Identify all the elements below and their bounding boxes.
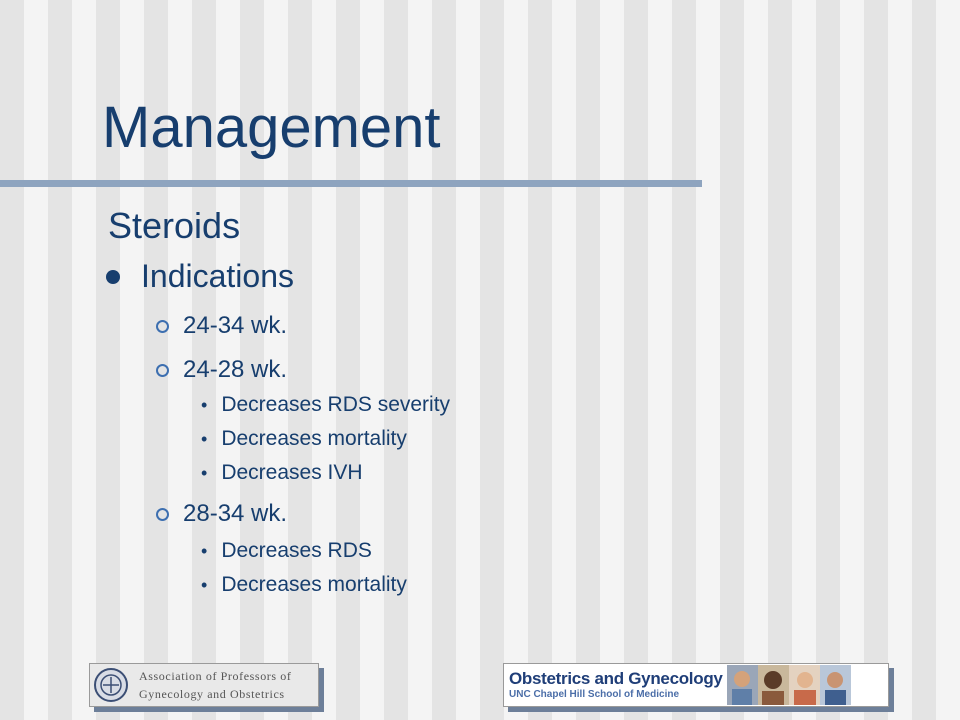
filled-bullet-icon (106, 270, 120, 284)
detail-item (201, 573, 407, 597)
bullet-indications (106, 258, 294, 295)
unc-obgyn-logo (503, 663, 889, 707)
detail-text: Decreases IVH (221, 461, 363, 484)
dot-bullet-icon: • (201, 394, 208, 415)
logo-right-line2: UNC Chapel Hill School of Medicine (509, 689, 680, 700)
logo-right-line1: Obstetrics and Gynecology (509, 669, 723, 688)
logo-left-line2: Gynecology and Obstetrics (139, 687, 285, 701)
bullet-text: Indications (141, 258, 294, 294)
dot-bullet-icon: • (201, 540, 208, 561)
sub-bullet-28-34 (156, 500, 287, 528)
title-underline (0, 180, 702, 187)
ring-bullet-icon (156, 320, 169, 333)
detail-text: Decreases mortality (221, 573, 407, 596)
slide-title: Management (102, 95, 441, 160)
sub-bullet-24-34 (156, 312, 287, 340)
sub-bullet-text: 28-34 wk. (183, 500, 288, 527)
photo-strip (727, 665, 851, 705)
portrait-photo-icon (789, 665, 820, 705)
detail-item (201, 427, 407, 451)
sub-bullet-text: 24-34 wk. (183, 312, 288, 339)
section-heading: Steroids (108, 205, 241, 246)
ring-bullet-icon (156, 508, 169, 521)
dot-bullet-icon: • (201, 574, 208, 595)
dot-bullet-icon: • (201, 428, 208, 449)
portrait-photo-icon (820, 665, 851, 705)
logo-left-line1: Association of Professors of (139, 669, 292, 683)
sub-bullet-24-28 (156, 356, 287, 384)
portrait-photo-icon (727, 665, 758, 705)
apgo-logo (89, 663, 319, 707)
detail-item (201, 393, 450, 417)
dot-bullet-icon: • (201, 462, 208, 483)
detail-item (201, 461, 363, 485)
detail-item (201, 539, 372, 563)
detail-text: Decreases mortality (221, 427, 407, 450)
sub-bullet-text: 24-28 wk. (183, 356, 288, 383)
detail-text: Decreases RDS (221, 539, 372, 562)
detail-text: Decreases RDS severity (221, 393, 451, 416)
seal-icon (93, 667, 129, 703)
ring-bullet-icon (156, 364, 169, 377)
portrait-photo-icon (758, 665, 789, 705)
